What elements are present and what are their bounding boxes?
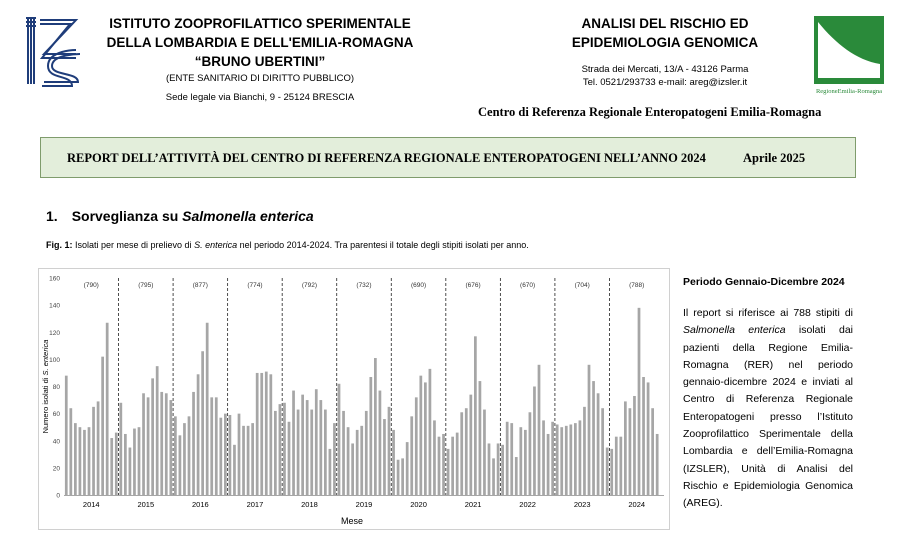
bar: [256, 373, 259, 495]
y-tick-label: 140: [49, 302, 60, 310]
x-year-label: 2016: [192, 500, 209, 509]
bar: [188, 416, 191, 495]
bar: [524, 430, 527, 495]
bar: [460, 412, 463, 495]
bar: [283, 403, 286, 495]
bar: [310, 410, 313, 495]
figure-caption: [46, 240, 529, 250]
side-period-title: Periodo Gennaio-Dicembre 2024: [683, 276, 845, 288]
year-total-label: (676): [465, 282, 481, 289]
y-tick-label: 0: [56, 492, 60, 500]
bar: [338, 384, 341, 495]
bar: [169, 400, 172, 495]
bar: [183, 423, 186, 495]
bar: [547, 434, 550, 495]
y-tick-label: 100: [49, 356, 60, 364]
bar: [569, 424, 572, 495]
bar: [565, 426, 568, 495]
section-heading: [46, 208, 314, 224]
bar: [260, 373, 263, 495]
bar: [638, 308, 641, 495]
x-year-label: 2019: [355, 500, 373, 509]
bar: [288, 422, 291, 495]
bar: [192, 392, 195, 495]
bar: [219, 418, 222, 495]
bar: [74, 423, 77, 495]
bar: [501, 445, 504, 495]
figure-label: Fig. 1:: [46, 240, 73, 250]
bar: [483, 410, 486, 495]
bar: [397, 460, 400, 495]
bar: [342, 411, 345, 495]
institute-line-3: “BRUNO UBERTINI”: [194, 54, 326, 69]
bar: [383, 419, 386, 495]
bar: [497, 443, 500, 495]
bar: [510, 423, 513, 495]
areg-line-1: ANALISI DEL RISCHIO ED: [581, 16, 749, 31]
year-total-label: (704): [574, 282, 590, 289]
bar: [588, 365, 591, 495]
bar: [147, 397, 150, 495]
bar: [69, 408, 72, 495]
bar: [374, 358, 377, 495]
bar: [247, 426, 250, 495]
bar: [592, 381, 595, 495]
bar: [233, 445, 236, 495]
bar: [624, 401, 627, 495]
bar: [506, 422, 509, 495]
x-year-label: 2018: [301, 500, 318, 509]
bar: [574, 423, 577, 495]
areg-address: Strada dei Mercati, 13/A - 43126 Parma: [581, 64, 749, 75]
bar: [242, 426, 245, 495]
bar: [333, 423, 336, 495]
section-number: 1.: [46, 208, 58, 224]
bar: [265, 372, 268, 495]
bar: [347, 427, 350, 495]
bar: [101, 357, 104, 495]
bar: [129, 448, 132, 495]
section-title-italic: Salmonella enterica: [182, 208, 314, 224]
bar: [488, 443, 491, 495]
bar: [601, 408, 604, 495]
bar: [215, 397, 218, 495]
bar: [656, 434, 659, 495]
areg-line-2: EPIDEMIOLOGIA GENOMICA: [571, 35, 759, 50]
year-total-label: (732): [356, 282, 372, 289]
side-description: [683, 305, 853, 513]
bar: [206, 323, 209, 495]
bar: [229, 415, 232, 495]
bar: [365, 411, 368, 495]
bar: [492, 458, 495, 495]
isolates-bar-chart: [38, 268, 670, 530]
bar: [156, 366, 159, 495]
bar: [583, 407, 586, 495]
bar: [538, 365, 541, 495]
year-total-label: (670): [520, 282, 536, 289]
bar: [197, 374, 200, 495]
bar: [519, 427, 522, 495]
report-title: REPORT DELL’ATTIVITÀ DEL CENTRO DI REFERENZA REGIONALE ENTEROPATOGENI NELL’ANNO 2024: [67, 151, 706, 165]
caption-italic: S. enterica: [194, 240, 238, 250]
x-year-label: 2020: [410, 500, 427, 509]
side-text-italic: Salmonella enterica: [683, 324, 786, 337]
bar: [319, 400, 322, 495]
bar: [124, 434, 127, 495]
bar: [629, 408, 632, 495]
caption-text-a: Isolati per mese di prelievo di: [72, 240, 195, 250]
x-year-label: 2021: [464, 500, 482, 509]
x-year-label: 2022: [519, 500, 536, 509]
side-text-1: Il report si riferisce ai 788 stipiti di: [683, 307, 853, 319]
institute-address: Sede legale via Bianchi, 9 - 25124 BRESCIA: [165, 92, 355, 103]
bar: [438, 437, 441, 495]
bar: [469, 395, 472, 495]
y-tick-label: 160: [49, 275, 60, 283]
bar: [556, 424, 559, 495]
bar: [160, 392, 163, 495]
bar: [433, 420, 436, 495]
report-banner: [40, 137, 856, 178]
bar: [115, 433, 118, 495]
x-year-label: 2015: [137, 500, 155, 509]
bar: [442, 434, 445, 495]
bar: [133, 429, 136, 495]
year-total-label: (788): [629, 282, 645, 289]
bar: [447, 449, 450, 495]
x-year-label: 2017: [246, 500, 264, 509]
bar: [329, 449, 332, 495]
institute-line-1: ISTITUTO ZOOPROFILATTICO SPERIMENTALE: [109, 16, 411, 31]
bar: [388, 407, 391, 495]
y-tick-label: 20: [52, 465, 60, 473]
bar: [406, 442, 409, 495]
region-logo: [812, 14, 886, 96]
bar: [79, 427, 82, 495]
areg-header: [545, 14, 785, 88]
bar: [110, 438, 113, 495]
bar: [529, 412, 532, 495]
bar: [415, 397, 418, 495]
bar: [251, 423, 254, 495]
x-year-label: 2024: [628, 500, 646, 509]
x-axis-label: Mese: [340, 516, 364, 526]
bar: [292, 391, 295, 495]
year-total-label: (795): [138, 282, 154, 289]
year-total-label: (774): [247, 282, 263, 289]
bar: [542, 420, 545, 495]
bar: [515, 457, 518, 495]
izsler-logo: [22, 14, 84, 88]
x-year-label: 2014: [82, 500, 100, 509]
bar: [306, 400, 309, 495]
bar: [279, 404, 282, 495]
bar: [379, 391, 382, 495]
institute-line-2: DELLA LOMBARDIA E DELL'EMILIA-ROMAGNA: [106, 35, 414, 50]
y-tick-label: 40: [52, 438, 60, 446]
year-total-label: (690): [410, 282, 427, 289]
bar: [410, 416, 413, 495]
bar: [597, 393, 600, 495]
bar: [269, 374, 272, 495]
bar: [479, 381, 482, 495]
institute-legal-status: (ENTE SANITARIO DI DIRITTO PUBBLICO): [165, 73, 355, 84]
y-tick-label: 120: [49, 329, 60, 337]
report-date: Aprile 2025: [743, 151, 806, 165]
x-year-label: 2023: [573, 500, 591, 509]
bar: [324, 410, 327, 495]
bar: [351, 443, 354, 495]
bar: [179, 435, 182, 495]
institute-header: [95, 14, 425, 103]
bar: [610, 449, 613, 495]
bar: [451, 437, 454, 495]
bar: [88, 427, 91, 495]
bar: [474, 336, 477, 495]
bar: [97, 401, 100, 495]
bar: [83, 430, 86, 495]
bar: [533, 387, 536, 496]
bar: [360, 426, 363, 495]
bar: [65, 376, 68, 495]
bar: [606, 448, 609, 495]
bar: [201, 351, 204, 495]
bar: [456, 433, 459, 495]
bar: [210, 397, 213, 495]
center-reference-title: Centro di Referenza Regionale Enteropatogeni Emilia-Romagna: [478, 105, 822, 119]
bar: [369, 377, 372, 495]
bar: [401, 458, 404, 495]
bar: [647, 382, 650, 495]
bar: [174, 416, 177, 495]
bar: [465, 408, 468, 495]
bar: [274, 411, 277, 495]
bar: [651, 408, 654, 495]
year-total-label: (792): [301, 282, 318, 289]
bar: [301, 395, 304, 495]
bar: [392, 430, 395, 495]
bar: [356, 430, 359, 495]
bar: [315, 389, 318, 495]
bar: [297, 410, 300, 495]
bar: [142, 393, 145, 495]
bar: [238, 414, 241, 495]
bar: [615, 437, 618, 495]
bar: [619, 437, 622, 495]
bar: [642, 377, 645, 495]
side-text-2: isolati dai pazienti della Regione Emilia-Romagna (RER) nel periodo gennaio-dicembre 2024 e inviati al Centro di Referenza Regionale Enteropatogeni presso l’Istituto Zooprofilattico Sperimentale della Lombardia e dell’Emilia-Romagna (IZSLER), Unità di Analisi del Rischio e Epidemiologia Genomica (AREG).: [683, 324, 853, 510]
y-tick-label: 60: [52, 411, 60, 419]
bar: [633, 396, 636, 495]
bar: [224, 414, 227, 495]
year-total-label: (877): [192, 282, 208, 289]
bar: [551, 422, 554, 495]
bar: [138, 427, 141, 495]
bar: [560, 427, 563, 495]
year-total-label: (790): [83, 282, 99, 289]
bar: [106, 323, 109, 495]
bar: [165, 393, 168, 495]
section-title-prefix: Sorveglianza su: [71, 208, 183, 224]
caption-text-b: nel periodo 2014-2024. Tra parentesi il totale degli stipiti isolati per anno.: [237, 240, 529, 250]
bar: [92, 407, 95, 495]
bar: [429, 369, 432, 495]
bar: [151, 378, 154, 495]
bar: [424, 382, 427, 495]
bar: [119, 403, 122, 495]
y-tick-label: 80: [52, 384, 60, 391]
y-axis-label: Numero isolati di S. enterica: [41, 339, 50, 434]
areg-contact: Tel. 0521/293733 e-mail: areg@izsler.it: [582, 77, 748, 88]
bar: [579, 420, 582, 495]
bar: [419, 376, 422, 495]
region-logo-text: RegioneEmilia-Romagna: [815, 88, 883, 95]
